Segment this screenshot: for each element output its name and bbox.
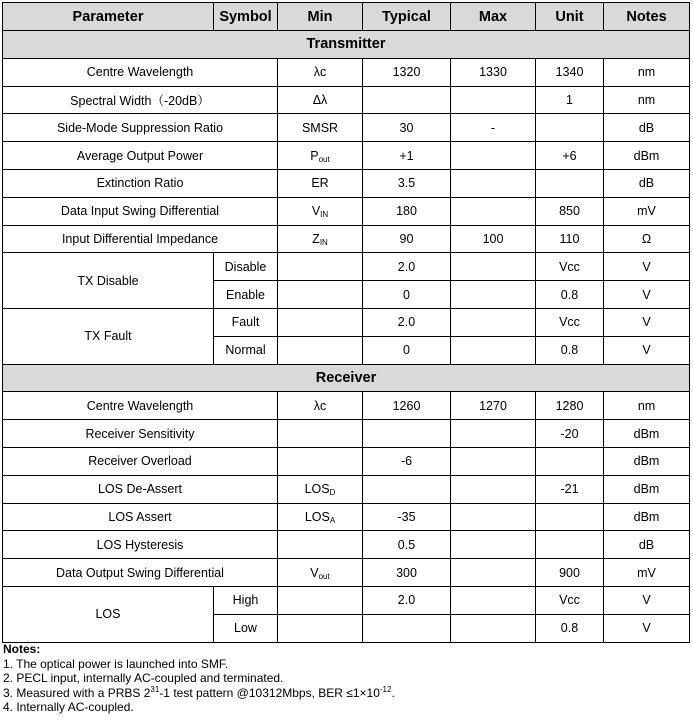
min-cell xyxy=(363,475,451,503)
note-3-text-b: -1 test pattern @10312Mbps, BER ≤1×10 xyxy=(159,685,380,700)
table-row xyxy=(3,559,690,587)
min-cell xyxy=(363,420,451,448)
min-cell: 2.0 xyxy=(363,308,451,336)
symbol-cell xyxy=(278,503,363,531)
min-cell: 300 xyxy=(363,559,451,587)
symbol-cell xyxy=(278,281,363,309)
symbol-base: LOS xyxy=(304,482,330,497)
param-cell: Extinction Ratio xyxy=(3,169,278,197)
symbol-cell xyxy=(278,475,363,503)
param-cell: Data Output Swing Differential xyxy=(3,559,278,587)
unit-cell: dBm xyxy=(604,503,690,531)
table-row xyxy=(3,308,690,336)
max-cell xyxy=(536,531,604,559)
max-cell: 1280 xyxy=(536,392,604,420)
typical-cell xyxy=(451,503,536,531)
symbol-cell xyxy=(278,225,363,253)
typical-cell xyxy=(451,253,536,281)
symbol-cell: λc xyxy=(278,392,363,420)
subparam-cell: Disable xyxy=(214,253,278,281)
note-1: 1. The optical power is launched into SMF. xyxy=(3,656,229,671)
param-cell: Average Output Power xyxy=(3,142,278,170)
symbol-cell xyxy=(278,559,363,587)
unit-cell: dBm xyxy=(604,475,690,503)
max-cell: 850 xyxy=(536,197,604,225)
param-cell: LOS Assert xyxy=(3,503,278,531)
table-row xyxy=(3,58,690,86)
typical-cell xyxy=(451,336,536,364)
typical-cell xyxy=(451,475,536,503)
max-cell: 1340 xyxy=(536,58,604,86)
typical-cell: 100 xyxy=(451,225,536,253)
symbol-cell xyxy=(278,308,363,336)
symbol-cell xyxy=(278,142,363,170)
param-cell: LOS xyxy=(3,586,214,642)
param-cell: Centre Wavelength xyxy=(3,392,278,420)
table-row xyxy=(3,142,690,170)
unit-cell: mV xyxy=(604,197,690,225)
symbol-base: V xyxy=(311,204,321,219)
symbol-base: LOS xyxy=(304,509,330,524)
unit-cell: V xyxy=(604,586,690,614)
symbol-cell xyxy=(278,197,363,225)
typical-cell xyxy=(451,447,536,475)
note-3-exponent-1: 31 xyxy=(150,684,160,694)
min-cell: 2.0 xyxy=(363,586,451,614)
min-cell: 0.5 xyxy=(363,531,451,559)
max-cell: -20 xyxy=(536,420,604,448)
section-title: Transmitter xyxy=(3,31,690,59)
symbol-cell: ER xyxy=(278,169,363,197)
note-3-exponent-2: -12 xyxy=(379,684,392,694)
symbol-cell xyxy=(278,447,363,475)
max-cell: Vcc xyxy=(536,586,604,614)
max-cell: 0.8 xyxy=(536,281,604,309)
typical-cell xyxy=(451,308,536,336)
typical-cell xyxy=(451,531,536,559)
param-cell: Spectral Width（-20dB） xyxy=(3,86,278,114)
max-cell: Vcc xyxy=(536,308,604,336)
symbol-subscript: IN xyxy=(320,210,329,220)
symbol-cell xyxy=(278,336,363,364)
unit-cell: V xyxy=(604,614,690,642)
table-row xyxy=(3,253,690,281)
table-row xyxy=(3,392,690,420)
subparam-cell: High xyxy=(214,586,278,614)
subparam-cell: Normal xyxy=(214,336,278,364)
unit-cell: V xyxy=(604,336,690,364)
typical-cell xyxy=(451,169,536,197)
symbol-base: V xyxy=(310,565,319,580)
unit-cell: nm xyxy=(604,392,690,420)
max-cell: 0.8 xyxy=(536,336,604,364)
header-row xyxy=(3,3,690,31)
symbol-cell xyxy=(278,253,363,281)
symbol-subscript: IN xyxy=(319,237,328,247)
subparam-cell: Low xyxy=(214,614,278,642)
symbol-subscript: D xyxy=(329,488,336,498)
notes-block xyxy=(3,642,689,715)
header-typical: Typical xyxy=(363,3,451,31)
specification-table xyxy=(2,2,690,643)
param-cell: Centre Wavelength xyxy=(3,58,278,86)
typical-cell xyxy=(451,197,536,225)
unit-cell: dBm xyxy=(604,447,690,475)
table-row xyxy=(3,447,690,475)
symbol-base: P xyxy=(310,148,319,163)
section-title: Receiver xyxy=(3,364,690,392)
param-cell: Side-Mode Suppression Ratio xyxy=(3,114,278,142)
table-row xyxy=(3,420,690,448)
subparam-cell: Enable xyxy=(214,281,278,309)
unit-cell: dB xyxy=(604,531,690,559)
min-cell xyxy=(363,86,451,114)
min-cell: 180 xyxy=(363,197,451,225)
header-max: Max xyxy=(451,3,536,31)
symbol-cell xyxy=(278,614,363,642)
subparam-cell: Fault xyxy=(214,308,278,336)
unit-cell: V xyxy=(604,308,690,336)
unit-cell: V xyxy=(604,281,690,309)
header-unit: Unit xyxy=(536,3,604,31)
max-cell: -21 xyxy=(536,475,604,503)
max-cell xyxy=(536,447,604,475)
min-cell: 30 xyxy=(363,114,451,142)
typical-cell: 1330 xyxy=(451,58,536,86)
table-row xyxy=(3,586,690,614)
note-2: 2. PECL input, internally AC-coupled and terminated. xyxy=(3,671,284,686)
min-cell: 90 xyxy=(363,225,451,253)
note-3-text-a: 3. Measured with a PRBS 2 xyxy=(3,685,151,700)
typical-cell xyxy=(451,281,536,309)
note-3-text-c: . xyxy=(391,685,395,700)
symbol-cell xyxy=(278,420,363,448)
unit-cell: Ω xyxy=(604,225,690,253)
table-row xyxy=(3,503,690,531)
symbol-subscript: A xyxy=(329,515,336,525)
typical-cell xyxy=(451,614,536,642)
symbol-cell xyxy=(278,531,363,559)
unit-cell: dBm xyxy=(604,420,690,448)
min-cell: 2.0 xyxy=(363,253,451,281)
section-transmitter xyxy=(3,31,690,59)
typical-cell xyxy=(451,142,536,170)
max-cell: 1 xyxy=(536,86,604,114)
table-row xyxy=(3,225,690,253)
min-cell xyxy=(363,614,451,642)
max-cell: Vcc xyxy=(536,253,604,281)
max-cell xyxy=(536,503,604,531)
min-cell: 1260 xyxy=(363,392,451,420)
max-cell: 900 xyxy=(536,559,604,587)
unit-cell: dB xyxy=(604,169,690,197)
param-cell: LOS Hysteresis xyxy=(3,531,278,559)
max-cell xyxy=(536,114,604,142)
max-cell: 110 xyxy=(536,225,604,253)
param-cell: Data Input Swing Differential xyxy=(3,197,278,225)
param-cell: Receiver Sensitivity xyxy=(3,420,278,448)
max-cell xyxy=(536,169,604,197)
section-receiver xyxy=(3,364,690,392)
typical-cell xyxy=(451,559,536,587)
param-cell: Receiver Overload xyxy=(3,447,278,475)
typical-cell: - xyxy=(451,114,536,142)
unit-cell: dBm xyxy=(604,142,690,170)
header-parameter: Parameter xyxy=(3,3,214,31)
symbol-cell: SMSR xyxy=(278,114,363,142)
max-cell: +6 xyxy=(536,142,604,170)
symbol-subscript: out xyxy=(318,571,330,581)
param-cell: Input Differential Impedance xyxy=(3,225,278,253)
table-row xyxy=(3,114,690,142)
min-cell: -35 xyxy=(363,503,451,531)
max-cell: 0.8 xyxy=(536,614,604,642)
header-symbol: Symbol xyxy=(214,3,278,31)
min-cell: 0 xyxy=(363,336,451,364)
symbol-base: Z xyxy=(312,231,320,246)
symbol-cell: λc xyxy=(278,58,363,86)
typical-cell xyxy=(451,586,536,614)
typical-cell xyxy=(451,420,536,448)
param-cell: LOS De-Assert xyxy=(3,475,278,503)
unit-cell: dB xyxy=(604,114,690,142)
header-notes: Notes xyxy=(604,3,690,31)
unit-cell: V xyxy=(604,253,690,281)
table-row xyxy=(3,475,690,503)
unit-cell: mV xyxy=(604,559,690,587)
symbol-subscript: out xyxy=(318,154,330,164)
param-cell: TX Fault xyxy=(3,308,214,364)
note-4: 4. Internally AC-coupled. xyxy=(3,700,134,715)
min-cell: -6 xyxy=(363,447,451,475)
typical-cell: 1270 xyxy=(451,392,536,420)
unit-cell: nm xyxy=(604,86,690,114)
typical-cell xyxy=(451,86,536,114)
notes-title: Notes: xyxy=(3,642,41,656)
min-cell: +1 xyxy=(363,142,451,170)
symbol-cell xyxy=(278,586,363,614)
unit-cell: nm xyxy=(604,58,690,86)
symbol-cell: Δλ xyxy=(278,86,363,114)
table-row xyxy=(3,169,690,197)
table-row xyxy=(3,197,690,225)
note-3 xyxy=(3,686,689,701)
header-min: Min xyxy=(278,3,363,31)
param-cell: TX Disable xyxy=(3,253,214,309)
min-cell: 3.5 xyxy=(363,169,451,197)
table-row xyxy=(3,86,690,114)
min-cell: 0 xyxy=(363,281,451,309)
min-cell: 1320 xyxy=(363,58,451,86)
table-row xyxy=(3,531,690,559)
